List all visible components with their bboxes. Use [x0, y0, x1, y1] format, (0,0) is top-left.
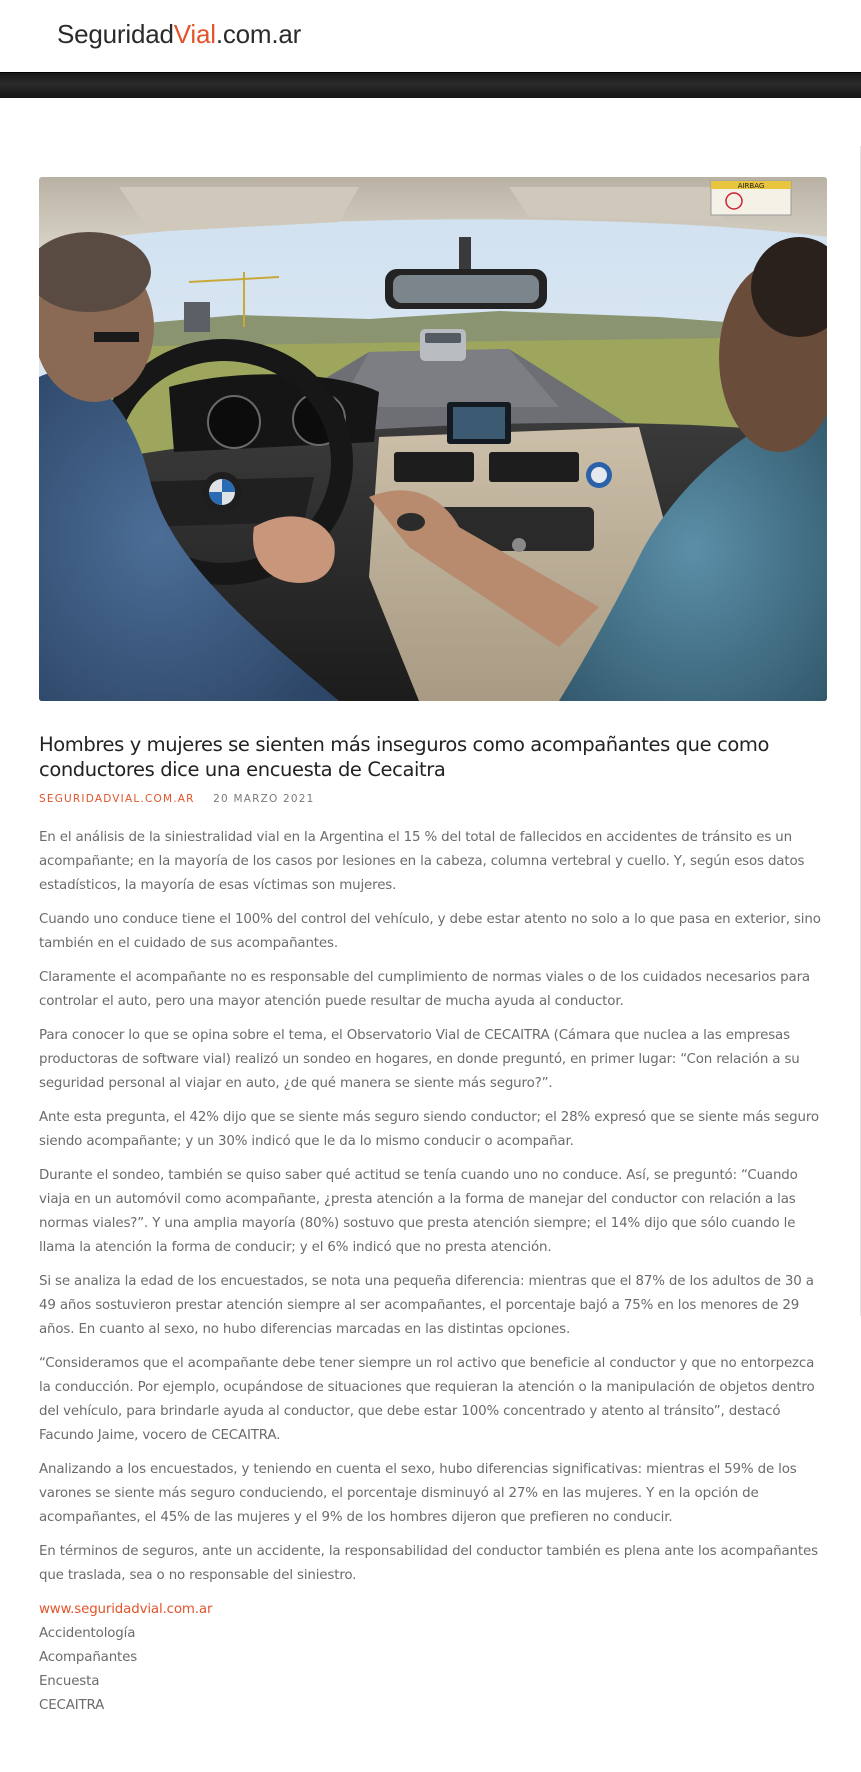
paragraph: Analizando a los encuestados, y teniendo en cuenta el sexo, hubo diferencias significativas: mientras el 59% de los varones se siente más seguro conduciendo, el porcentaje disminuyó al 27% en las mujeres. Y en la opción de acompañantes, el 45% de las mujeres y el 9% de los hombres dijeron que prefieren no conducir.: [39, 1462, 797, 1525]
airbag-sticker-label: AIRBAG: [737, 182, 765, 190]
paragraph: “Consideramos que el acompañante debe tener siempre un rol activo que beneficie al conductor y que no entorpezca la conducción. Por ejemplo, ocupándose de situaciones que requieran la atención o la manipulación de objetos dentro del vehículo, para brindarle ayuda al conductor, que debe estar 100% concentrado y atento al tránsito”, destacó Facundo Jaime, vocero de CECAITRA.: [39, 1356, 815, 1443]
tag-acompanantes[interactable]: Acompañantes: [39, 1650, 138, 1665]
article-date: 20 MARZO 2021: [213, 793, 315, 805]
site-header: [0, 0, 861, 72]
paragraph: Durante el sondeo, también se quiso saber qué actitud se tenía cuando uno no conduce. Así, se preguntó: “Cuando viaja en un automóvil como acompañante, ¿presta atención a la forma de manejar del conductor con relación a las normas viales?”. Y una amplia mayoría (80%) sostuvo que presta atención siempre; el 14% dijo que sólo cuando le llama la atención la forma de conducir; y el 6% indicó que no presta atención.: [39, 1168, 798, 1255]
paragraph: Si se analiza la edad de los encuestados, se nota una pequeña diferencia: mientras que el 87% de los adultos de 30 a 49 años sostuvieron prestar atención siempre al ser acompañantes, el porcentaje bajó a 75% en los menores de 29 años. En cuanto al sexo, no hubo diferencias marcadas en las distintas opciones.: [39, 1274, 814, 1337]
paragraph: Claramente el acompañante no es responsable del cumplimiento de normas viales o de los cuidados necesarios para controlar el auto, pero una mayor atención puede resultar de mucha ayuda al conductor.: [39, 970, 810, 1009]
paragraph: En términos de seguros, ante un accidente, la responsabilidad del conductor también es plena ante los acompañantes que traslada, sea o no responsable del siniestro.: [39, 1544, 818, 1583]
article-featured-image: [39, 177, 827, 701]
tag-cecaitra[interactable]: CECAITRA: [39, 1698, 105, 1713]
site-logo[interactable]: [57, 19, 301, 50]
article-tags: [39, 1598, 827, 1718]
logo-text-accent: Vial: [173, 19, 216, 49]
paragraph: Para conocer lo que se opina sobre el tema, el Observatorio Vial de CECAITRA (Cámara que nuclea a las empresas productoras de software vial) realizó un sondeo en hogares, en donde preguntó, en primer lugar: “Con relación a su seguridad personal al viajar en auto, ¿de qué manera se siente más seguro?”.: [39, 1028, 800, 1091]
tag-accidentologia[interactable]: Accidentología: [39, 1626, 136, 1641]
article-title: Hombres y mujeres se sienten más inseguros como acompañantes que como conductores dice una encuesta de Cecaitra: [39, 733, 769, 781]
article-body: [39, 826, 827, 1718]
logo-text-part3: .com.ar: [215, 19, 302, 49]
logo-text-part1: Seguridad: [57, 19, 174, 49]
paragraph: En el análisis de la siniestralidad vial en la Argentina el 15 % del total de fallecidos en accidentes de tránsito es un acompañante; en la mayoría de los casos por lesiones en la cabeza, columna vertebral y cuello. Y, según esos datos estadísticos, la mayoría de esas víctimas son mujeres.: [39, 830, 805, 893]
source-website-link[interactable]: www.seguridadvial.com.ar: [39, 1602, 213, 1617]
article-author-link[interactable]: SEGURIDADVIAL.COM.AR: [39, 793, 195, 805]
header-hero-strip: [0, 72, 861, 98]
paragraph: Cuando uno conduce tiene el 100% del control del vehículo, y debe estar atento no solo a lo que pasa en exterior, sino también en el cuidado de sus acompañantes.: [39, 912, 821, 951]
paragraph: Ante esta pregunta, el 42% dijo que se siente más seguro siendo conductor; el 28% expresó que se siente más seguro siendo acompañante; y un 30% indicó que le da lo mismo conducir o acompañar.: [39, 1110, 819, 1149]
tag-encuesta[interactable]: Encuesta: [39, 1674, 100, 1689]
article-meta: [39, 793, 315, 805]
